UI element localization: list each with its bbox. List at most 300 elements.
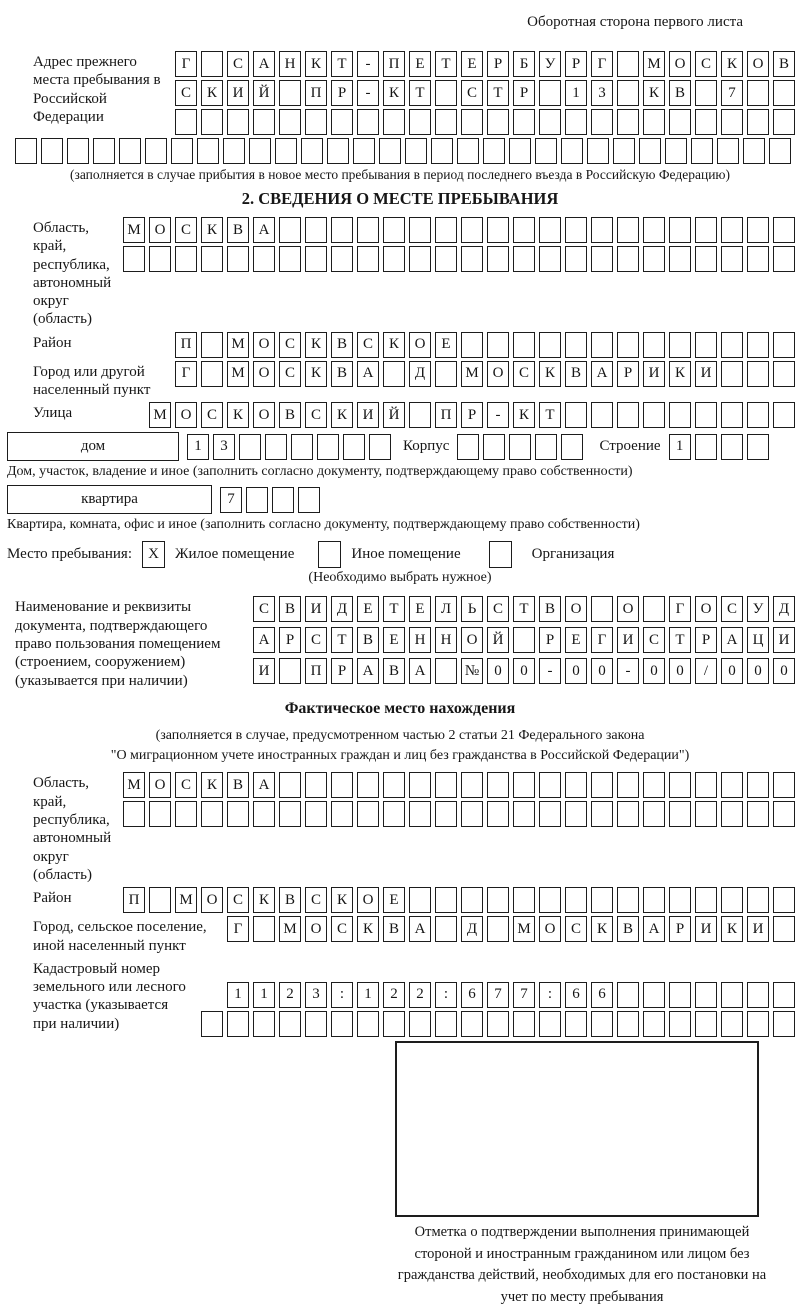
char-cell[interactable]: С [331,916,353,942]
char-cell[interactable] [15,138,37,164]
char-cell[interactable]: С [565,916,587,942]
char-cell[interactable]: П [175,332,197,358]
char-cell[interactable]: - [617,658,639,684]
char-cell[interactable]: Г [669,596,691,622]
char-cell[interactable]: Т [539,402,561,428]
char-cell[interactable] [123,801,145,827]
char-cell[interactable] [643,1011,665,1037]
char-cell[interactable] [435,772,457,798]
char-cell[interactable] [305,217,327,243]
char-cell[interactable]: М [175,887,197,913]
char-cell[interactable] [773,80,795,106]
char-cell[interactable] [591,402,613,428]
char-cell[interactable] [331,109,353,135]
char-cell[interactable] [617,109,639,135]
char-cell[interactable] [591,1011,613,1037]
char-cell[interactable]: Р [487,51,509,77]
char-cell[interactable]: К [201,772,223,798]
char-cell[interactable] [253,246,275,272]
char-cell[interactable]: О [409,332,431,358]
char-cell[interactable] [721,434,743,460]
char-cell[interactable] [487,1011,509,1037]
char-cell[interactable] [747,332,769,358]
char-cell[interactable]: 0 [721,658,743,684]
char-cell[interactable] [357,801,379,827]
char-cell[interactable]: А [253,51,275,77]
char-cell[interactable]: 1 [357,982,379,1008]
char-cell[interactable]: Д [461,916,483,942]
char-cell[interactable] [591,772,613,798]
char-cell[interactable] [721,246,743,272]
char-cell[interactable]: 7 [487,982,509,1008]
char-cell[interactable] [435,361,457,387]
char-cell[interactable] [669,217,691,243]
char-cell[interactable]: П [123,887,145,913]
char-cell[interactable] [513,109,535,135]
char-cell[interactable] [409,1011,431,1037]
char-cell[interactable] [669,801,691,827]
char-cell[interactable] [643,772,665,798]
char-cell[interactable] [487,916,509,942]
char-cell[interactable]: С [201,402,223,428]
char-cell[interactable] [279,217,301,243]
char-cell[interactable] [227,109,249,135]
char-cell[interactable]: С [279,361,301,387]
char-cell[interactable] [561,138,583,164]
char-cell[interactable]: К [227,402,249,428]
char-cell[interactable] [539,109,561,135]
char-cell[interactable]: Й [487,627,509,653]
char-cell[interactable] [617,402,639,428]
char-cell[interactable] [695,246,717,272]
char-cell[interactable] [513,1011,535,1037]
char-cell[interactable] [639,138,661,164]
char-cell[interactable]: Е [565,627,587,653]
char-cell[interactable]: 0 [565,658,587,684]
char-cell[interactable]: 6 [461,982,483,1008]
char-cell[interactable]: Н [435,627,457,653]
char-cell[interactable]: К [721,916,743,942]
char-cell[interactable] [613,138,635,164]
char-cell[interactable] [669,246,691,272]
char-cell[interactable]: М [227,361,249,387]
char-cell[interactable] [743,138,765,164]
char-cell[interactable] [747,80,769,106]
char-cell[interactable] [721,1011,743,1037]
char-cell[interactable] [643,109,665,135]
char-cell[interactable] [461,1011,483,1037]
char-cell[interactable]: Т [435,51,457,77]
char-cell[interactable]: К [669,361,691,387]
char-cell[interactable] [249,138,271,164]
char-cell[interactable] [591,217,613,243]
char-cell[interactable]: И [357,402,379,428]
char-cell[interactable]: С [279,332,301,358]
char-cell[interactable]: Е [461,51,483,77]
char-cell[interactable]: П [383,51,405,77]
char-cell[interactable]: Т [331,627,353,653]
char-cell[interactable] [175,109,197,135]
char-cell[interactable]: О [487,361,509,387]
char-cell[interactable]: Т [487,80,509,106]
char-cell[interactable] [41,138,63,164]
char-cell[interactable] [513,246,535,272]
char-cell[interactable]: Т [669,627,691,653]
char-cell[interactable]: М [461,361,483,387]
char-cell[interactable] [119,138,141,164]
char-cell[interactable] [201,246,223,272]
char-cell[interactable]: О [461,627,483,653]
char-cell[interactable] [239,434,261,460]
char-cell[interactable]: О [305,916,327,942]
char-cell[interactable]: Р [669,916,691,942]
char-cell[interactable]: К [331,402,353,428]
char-cell[interactable] [721,109,743,135]
char-cell[interactable] [747,1011,769,1037]
char-cell[interactable] [669,887,691,913]
char-cell[interactable] [409,217,431,243]
char-cell[interactable]: К [201,80,223,106]
char-cell[interactable]: У [747,596,769,622]
char-cell[interactable]: Н [279,51,301,77]
char-cell[interactable] [565,1011,587,1037]
char-cell[interactable]: С [175,217,197,243]
char-cell[interactable] [457,138,479,164]
char-cell[interactable] [201,801,223,827]
char-cell[interactable] [643,332,665,358]
char-cell[interactable] [747,772,769,798]
char-cell[interactable]: М [513,916,535,942]
char-cell[interactable] [383,1011,405,1037]
char-cell[interactable] [435,801,457,827]
char-cell[interactable] [773,1011,795,1037]
char-cell[interactable]: С [513,361,535,387]
char-cell[interactable] [383,801,405,827]
char-cell[interactable] [317,434,339,460]
char-cell[interactable] [145,138,167,164]
char-cell[interactable]: С [305,627,327,653]
char-cell[interactable] [405,138,427,164]
char-cell[interactable]: Р [539,627,561,653]
char-cell[interactable] [279,801,301,827]
char-cell[interactable] [487,887,509,913]
char-cell[interactable]: В [227,772,249,798]
char-cell[interactable]: К [383,332,405,358]
char-cell[interactable] [565,801,587,827]
char-cell[interactable] [487,246,509,272]
char-cell[interactable]: - [357,51,379,77]
char-cell[interactable] [409,402,431,428]
char-cell[interactable] [123,246,145,272]
char-cell[interactable]: С [227,51,249,77]
char-cell[interactable] [461,332,483,358]
char-cell[interactable] [617,51,639,77]
char-cell[interactable] [617,772,639,798]
char-cell[interactable] [301,138,323,164]
char-cell[interactable] [435,80,457,106]
char-cell[interactable] [747,246,769,272]
char-cell[interactable]: Е [409,596,431,622]
char-cell[interactable] [461,887,483,913]
char-cell[interactable] [643,596,665,622]
char-cell[interactable] [223,138,245,164]
char-cell[interactable]: В [279,887,301,913]
char-cell[interactable]: - [539,658,561,684]
char-cell[interactable]: О [747,51,769,77]
char-cell[interactable] [513,217,535,243]
char-cell[interactable] [201,1011,223,1037]
char-cell[interactable] [171,138,193,164]
char-cell[interactable]: 0 [643,658,665,684]
char-cell[interactable] [369,434,391,460]
char-cell[interactable] [487,801,509,827]
char-cell[interactable]: Е [409,51,431,77]
char-cell[interactable] [331,246,353,272]
char-cell[interactable] [773,916,795,942]
char-cell[interactable]: С [175,772,197,798]
char-cell[interactable]: Р [513,80,535,106]
checkbox-zhiloe[interactable]: X [142,541,165,568]
char-cell[interactable] [565,217,587,243]
char-cell[interactable] [669,1011,691,1037]
char-cell[interactable] [343,434,365,460]
char-cell[interactable] [773,109,795,135]
char-cell[interactable] [279,246,301,272]
char-cell[interactable] [695,982,717,1008]
char-cell[interactable] [509,434,531,460]
char-cell[interactable] [669,332,691,358]
char-cell[interactable] [201,332,223,358]
char-cell[interactable] [305,1011,327,1037]
char-cell[interactable] [539,80,561,106]
char-cell[interactable]: Г [175,361,197,387]
char-cell[interactable] [197,138,219,164]
char-cell[interactable]: С [461,80,483,106]
char-cell[interactable] [513,627,535,653]
char-cell[interactable] [279,1011,301,1037]
char-cell[interactable] [747,361,769,387]
char-cell[interactable]: А [357,361,379,387]
char-cell[interactable] [535,138,557,164]
char-cell[interactable] [149,246,171,272]
char-cell[interactable]: В [617,916,639,942]
char-cell[interactable] [149,887,171,913]
char-cell[interactable] [383,246,405,272]
char-cell[interactable] [643,402,665,428]
char-cell[interactable] [617,80,639,106]
char-cell[interactable] [409,801,431,827]
char-cell[interactable]: В [773,51,795,77]
char-cell[interactable] [175,246,197,272]
char-cell[interactable] [513,332,535,358]
char-cell[interactable] [773,361,795,387]
char-cell[interactable]: В [331,332,353,358]
char-cell[interactable]: О [695,596,717,622]
char-cell[interactable] [617,246,639,272]
char-cell[interactable]: А [357,658,379,684]
char-cell[interactable]: / [695,658,717,684]
char-cell[interactable]: 1 [669,434,691,460]
char-cell[interactable] [747,402,769,428]
char-cell[interactable]: 1 [227,982,249,1008]
char-cell[interactable]: 1 [187,434,209,460]
char-cell[interactable] [643,887,665,913]
char-cell[interactable]: А [643,916,665,942]
char-cell[interactable]: : [539,982,561,1008]
char-cell[interactable] [279,658,301,684]
char-cell[interactable] [383,217,405,243]
char-cell[interactable]: Й [383,402,405,428]
char-cell[interactable]: М [123,772,145,798]
char-cell[interactable] [327,138,349,164]
char-cell[interactable]: 2 [279,982,301,1008]
char-cell[interactable] [461,772,483,798]
char-cell[interactable]: 7 [513,982,535,1008]
char-cell[interactable]: А [253,217,275,243]
char-cell[interactable] [383,361,405,387]
char-cell[interactable]: Р [331,658,353,684]
char-cell[interactable]: К [305,361,327,387]
char-cell[interactable]: 7 [721,80,743,106]
char-cell[interactable]: Р [617,361,639,387]
char-cell[interactable] [695,217,717,243]
char-cell[interactable] [253,916,275,942]
char-cell[interactable] [487,109,509,135]
char-cell[interactable]: С [227,887,249,913]
char-cell[interactable] [617,332,639,358]
char-cell[interactable]: К [643,80,665,106]
char-cell[interactable]: М [123,217,145,243]
char-cell[interactable] [357,772,379,798]
char-cell[interactable] [513,801,535,827]
char-cell[interactable] [695,801,717,827]
char-cell[interactable] [643,982,665,1008]
char-cell[interactable]: О [565,596,587,622]
char-cell[interactable] [591,246,613,272]
char-cell[interactable]: А [409,916,431,942]
char-cell[interactable] [272,487,294,513]
char-cell[interactable] [305,109,327,135]
char-cell[interactable] [431,138,453,164]
char-cell[interactable]: 2 [383,982,405,1008]
char-cell[interactable] [539,801,561,827]
char-cell[interactable]: О [357,887,379,913]
char-cell[interactable]: Г [591,627,613,653]
char-cell[interactable] [331,1011,353,1037]
char-cell[interactable] [747,982,769,1008]
char-cell[interactable] [695,402,717,428]
char-cell[interactable]: О [175,402,197,428]
char-cell[interactable]: 0 [669,658,691,684]
char-cell[interactable] [357,1011,379,1037]
char-cell[interactable] [409,246,431,272]
char-cell[interactable] [461,109,483,135]
char-cell[interactable] [435,217,457,243]
char-cell[interactable] [591,332,613,358]
char-cell[interactable] [669,109,691,135]
char-cell[interactable] [383,109,405,135]
char-cell[interactable] [747,109,769,135]
char-cell[interactable]: М [227,332,249,358]
char-cell[interactable] [483,138,505,164]
char-cell[interactable]: А [253,627,275,653]
char-cell[interactable]: Л [435,596,457,622]
char-cell[interactable] [305,772,327,798]
char-cell[interactable] [253,801,275,827]
char-cell[interactable] [721,361,743,387]
char-cell[interactable] [353,138,375,164]
char-cell[interactable]: О [253,402,275,428]
char-cell[interactable] [747,801,769,827]
char-cell[interactable] [721,217,743,243]
char-cell[interactable]: К [201,217,223,243]
char-cell[interactable]: В [539,596,561,622]
char-cell[interactable]: И [617,627,639,653]
char-cell[interactable]: С [487,596,509,622]
char-cell[interactable]: А [253,772,275,798]
char-cell[interactable]: И [695,361,717,387]
char-cell[interactable]: К [513,402,535,428]
char-cell[interactable] [409,772,431,798]
char-cell[interactable]: В [383,916,405,942]
char-cell[interactable]: К [305,332,327,358]
char-cell[interactable] [721,801,743,827]
char-cell[interactable] [227,801,249,827]
char-cell[interactable] [565,246,587,272]
char-cell[interactable]: Б [513,51,535,77]
char-cell[interactable]: Д [773,596,795,622]
char-cell[interactable] [227,1011,249,1037]
char-cell[interactable]: 0 [747,658,769,684]
char-cell[interactable]: Й [253,80,275,106]
char-cell[interactable]: К [591,916,613,942]
char-cell[interactable] [617,801,639,827]
char-cell[interactable]: Д [331,596,353,622]
char-cell[interactable] [643,801,665,827]
checkbox-inoe[interactable] [318,541,341,568]
char-cell[interactable] [591,887,613,913]
char-cell[interactable]: К [357,916,379,942]
char-cell[interactable]: П [435,402,457,428]
char-cell[interactable] [773,246,795,272]
char-cell[interactable] [435,916,457,942]
char-cell[interactable]: Р [279,627,301,653]
char-cell[interactable] [291,434,313,460]
char-cell[interactable] [487,217,509,243]
char-cell[interactable]: 3 [305,982,327,1008]
char-cell[interactable]: С [695,51,717,77]
char-cell[interactable] [691,138,713,164]
char-cell[interactable]: 7 [220,487,242,513]
char-cell[interactable] [275,138,297,164]
char-cell[interactable] [483,434,505,460]
char-cell[interactable]: И [305,596,327,622]
char-cell[interactable]: Р [565,51,587,77]
char-cell[interactable]: - [357,80,379,106]
char-cell[interactable]: И [773,627,795,653]
char-cell[interactable]: Г [591,51,613,77]
char-cell[interactable] [695,772,717,798]
char-cell[interactable]: С [357,332,379,358]
char-cell[interactable] [461,217,483,243]
char-cell[interactable]: В [279,596,301,622]
char-cell[interactable]: О [253,332,275,358]
char-cell[interactable] [253,109,275,135]
char-cell[interactable] [305,801,327,827]
char-cell[interactable] [617,982,639,1008]
char-cell[interactable]: Г [175,51,197,77]
char-cell[interactable] [435,109,457,135]
